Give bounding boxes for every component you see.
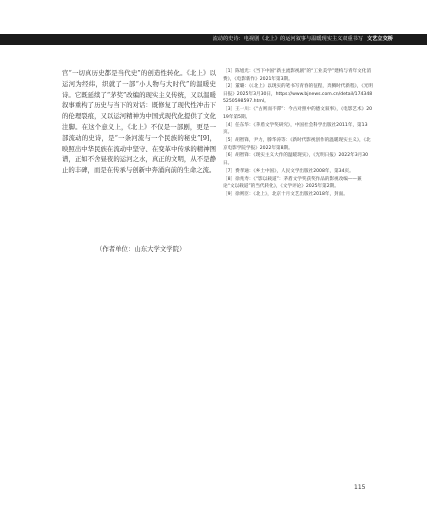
reference-item: ［1］陈旭光：《当下中国“新主流影视剧”的“工业美学”建构与青年文化消费》，《电影新作》2021年第3期。	[223, 69, 371, 82]
reference-item: ［7］费孝通：《乡土中国》，人民文学出版社2008年，第34页。	[223, 168, 354, 174]
article-body	[62, 68, 216, 176]
running-header	[213, 35, 393, 44]
reference-item: ［3］王一川：《“古则而不滞”：今古对照中的德文叙事》，《电影艺术》2019年第5期。	[223, 107, 373, 120]
running-title: 流动的史诗：电视剧《北上》的运河叙事与温暖现实主义双重书写	[212, 36, 364, 42]
reference-item: ［9］徐则臣：《北上》，北京十月文艺出版社2018年，封面。	[223, 192, 348, 198]
reference-item: ［5］胡智锋，尹力，滕华涛等：《新时代影视创作的温暖现实主义》，《北京电影学院学报》2022年第8期。	[223, 138, 371, 151]
reference-item: ［4］任东华：《茅盾文学奖研究》，中国社会科学出版社2011年，第13页。	[223, 122, 368, 136]
page-number: 115	[354, 484, 366, 491]
body-paragraph: 官“一切真历史都是当代史”的创造性转化。《北上》以运河为经纬，织就了一部“小人物与大时代”的温暖史诗。它既延续了“茅奖”改编的现实主义传统，又以温暖叙事重构了历史与当下的对话：既修复了现代性冲击下的伦理裂痕，又以运河精神为中国式现代化提供了文化注脚。在这个意义上，《北上》不仅是一部剧，更是一部流动的史诗，是“一条河流与一个民族的秘史”[9]，映照出中华民族在流动中坚守、在变革中传承的精神图谱，正如不舍昼夜的运河之水，真正的文明，从不是静止的丰碑，而是在传承与创新中奔涌向前的生命之流。	[62, 69, 216, 175]
section-name: 文艺立交桥	[367, 36, 393, 42]
author-affiliation: （作者单位：山东大学文学院）	[96, 245, 186, 253]
reference-item: ［8］徐兆寿：《“影以载道”：茅盾文学奖获奖作品的影视改编——兼论“文以载道”的当代转化》，《文学评论》2025年第2期。	[223, 176, 362, 190]
reference-item: ［2］董璐：《《北上》以现实的笔书写青春的征程，奔腾时代新程》，《光明日报》2025年3月30日，https://www.bjnews.com.cn/detail/1743485250598597.html。	[223, 84, 373, 105]
reference-list	[223, 68, 373, 199]
reference-item: ［6］胡智锋：《现实主义大作的温暖现实》，《光明日报》2022年3月30日。	[223, 153, 369, 166]
